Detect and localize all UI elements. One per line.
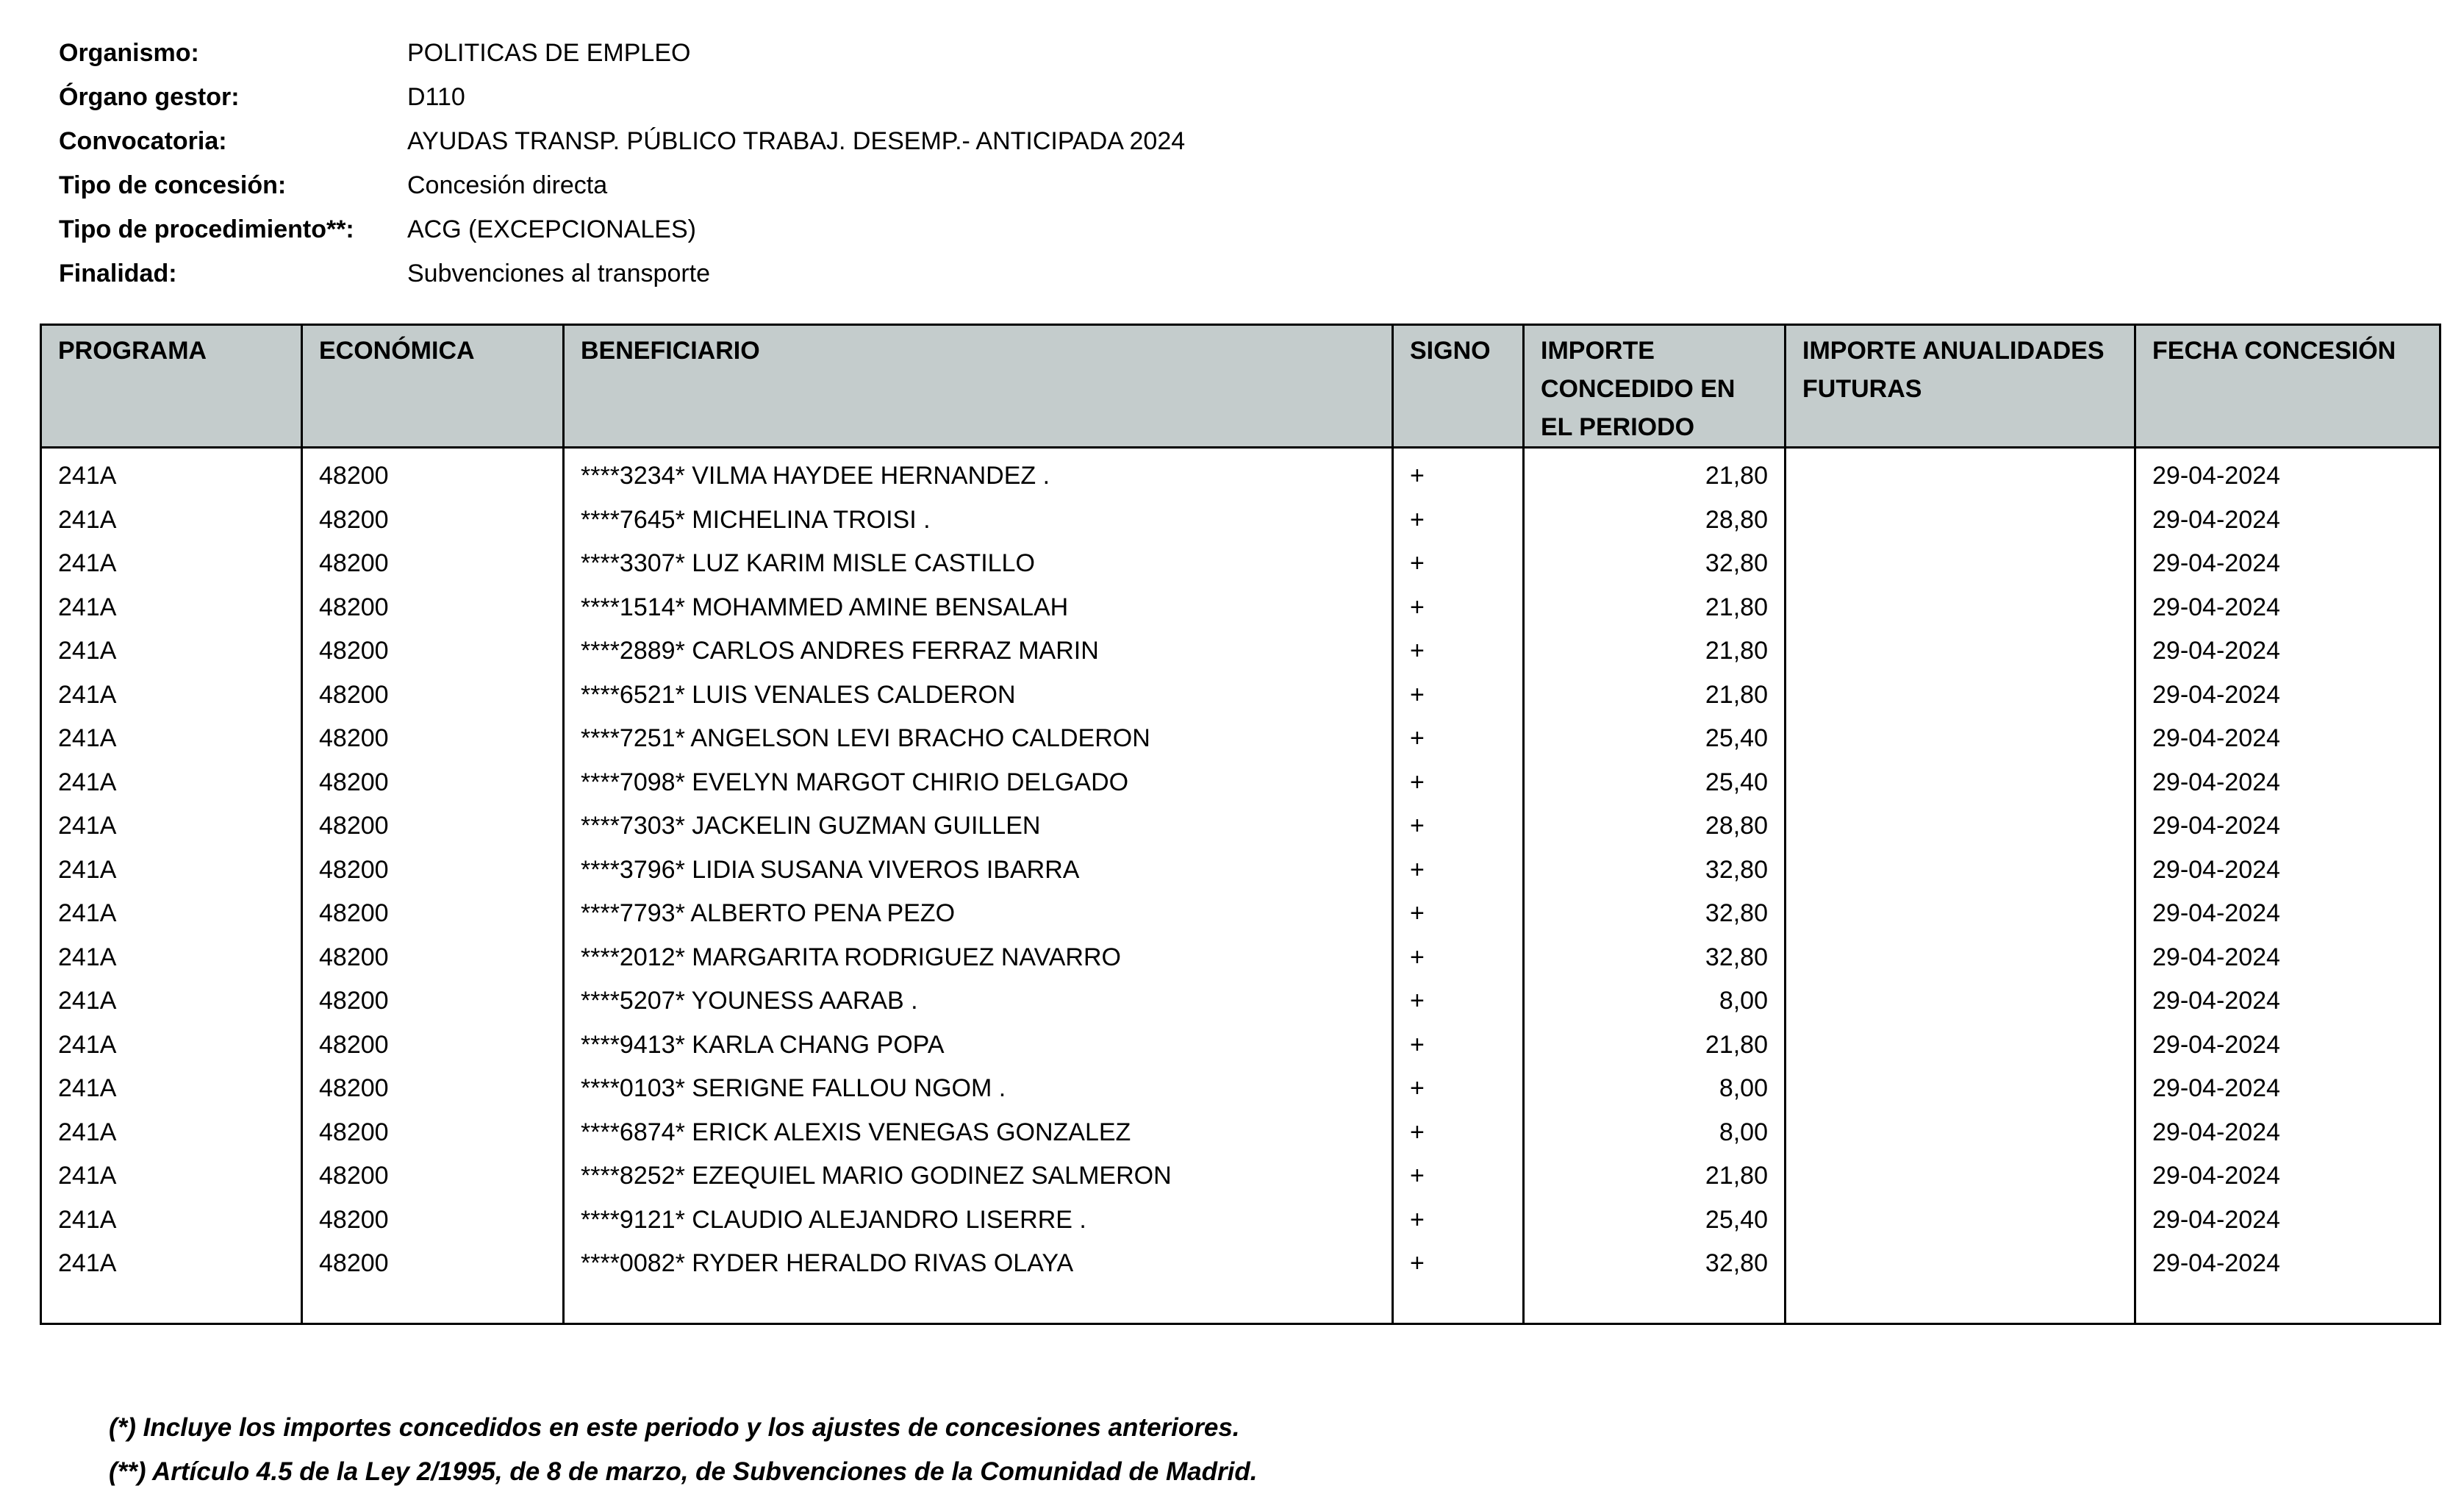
cell-programa: 241A [41, 448, 302, 499]
cell-beneficiario: ****9413* KARLA CHANG POPA [564, 1023, 1393, 1068]
cell-economica: 48200 [302, 586, 564, 630]
cell-economica: 48200 [302, 979, 564, 1023]
cell-beneficiario: ****5207* YOUNESS AARAB . [564, 979, 1393, 1023]
metadata-value: Subvenciones al transporte [407, 259, 711, 287]
cell-fecha: 29-04-2024 [2135, 448, 2440, 499]
cell-importe: 25,40 [1524, 761, 1786, 805]
cell-programa: 241A [41, 979, 302, 1023]
cell-economica: 48200 [302, 892, 564, 936]
cell-beneficiario: ****2889* CARLOS ANDRES FERRAZ MARIN [564, 629, 1393, 674]
cell-importe: 28,80 [1524, 804, 1786, 848]
cell-beneficiario: ****7251* ANGELSON LEVI BRACHO CALDERON [564, 717, 1393, 761]
header-beneficiario: BENEFICIARIO [564, 325, 1393, 448]
cell-fecha: 29-04-2024 [2135, 936, 2440, 980]
cell-fecha: 29-04-2024 [2135, 586, 2440, 630]
cell-signo: + [1393, 717, 1524, 761]
cell-programa: 241A [41, 848, 302, 893]
cell-programa: 241A [41, 1242, 302, 1286]
cell-economica: 48200 [302, 629, 564, 674]
cell-anualidades [1786, 1154, 2135, 1198]
cell-economica: 48200 [302, 1067, 564, 1111]
cell-programa: 241A [41, 674, 302, 718]
cell-signo: + [1393, 448, 1524, 499]
cell-anualidades [1786, 1111, 2135, 1155]
cell-signo: + [1393, 1154, 1524, 1198]
metadata-value: ACG (EXCEPCIONALES) [407, 215, 696, 243]
cell-fecha: 29-04-2024 [2135, 1198, 2440, 1243]
cell-anualidades [1786, 848, 2135, 893]
cell-anualidades [1786, 629, 2135, 674]
cell-anualidades [1786, 674, 2135, 718]
cell-beneficiario: ****9121* CLAUDIO ALEJANDRO LISERRE . [564, 1198, 1393, 1243]
cell-importe: 21,80 [1524, 448, 1786, 499]
cell-beneficiario: ****0103* SERIGNE FALLOU NGOM . [564, 1067, 1393, 1111]
cell-fecha: 29-04-2024 [2135, 979, 2440, 1023]
metadata-value: AYUDAS TRANSP. PÚBLICO TRABAJ. DESEMP.- ANTICIPADA 2024 [407, 126, 1186, 155]
header-programa: PROGRAMA [41, 325, 302, 448]
empty-cell [2135, 1286, 2440, 1324]
cell-programa: 241A [41, 892, 302, 936]
table-row [41, 1023, 2440, 1068]
cell-beneficiario: ****3307* LUZ KARIM MISLE CASTILLO [564, 542, 1393, 586]
table-row [41, 892, 2440, 936]
cell-beneficiario: ****8252* EZEQUIEL MARIO GODINEZ SALMERON [564, 1154, 1393, 1198]
table-row [41, 499, 2440, 543]
cell-economica: 48200 [302, 1198, 564, 1243]
empty-cell [1393, 1286, 1524, 1324]
cell-anualidades [1786, 542, 2135, 586]
cell-programa: 241A [41, 936, 302, 980]
cell-importe: 8,00 [1524, 1111, 1786, 1155]
cell-anualidades [1786, 804, 2135, 848]
cell-anualidades [1786, 761, 2135, 805]
cell-economica: 48200 [302, 674, 564, 718]
cell-importe: 32,80 [1524, 1242, 1786, 1286]
cell-programa: 241A [41, 1198, 302, 1243]
table-body [41, 448, 2440, 1324]
metadata-label: Convocatoria: [59, 126, 227, 155]
cell-signo: + [1393, 848, 1524, 893]
cell-signo: + [1393, 979, 1524, 1023]
cell-fecha: 29-04-2024 [2135, 717, 2440, 761]
table-row [41, 448, 2440, 499]
cell-anualidades [1786, 1067, 2135, 1111]
cell-importe: 21,80 [1524, 1023, 1786, 1068]
cell-programa: 241A [41, 804, 302, 848]
cell-economica: 48200 [302, 1023, 564, 1068]
cell-programa: 241A [41, 586, 302, 630]
metadata-row [59, 119, 1185, 163]
cell-signo: + [1393, 761, 1524, 805]
cell-anualidades [1786, 1023, 2135, 1068]
cell-economica: 48200 [302, 1111, 564, 1155]
metadata-label: Tipo de procedimiento**: [59, 215, 354, 243]
cell-economica: 48200 [302, 936, 564, 980]
cell-anualidades [1786, 892, 2135, 936]
cell-signo: + [1393, 499, 1524, 543]
cell-anualidades [1786, 936, 2135, 980]
cell-importe: 32,80 [1524, 848, 1786, 893]
cell-programa: 241A [41, 717, 302, 761]
cell-signo: + [1393, 1242, 1524, 1286]
cell-signo: + [1393, 892, 1524, 936]
cell-programa: 241A [41, 629, 302, 674]
cell-economica: 48200 [302, 542, 564, 586]
cell-fecha: 29-04-2024 [2135, 1067, 2440, 1111]
cell-economica: 48200 [302, 499, 564, 543]
cell-beneficiario: ****7098* EVELYN MARGOT CHIRIO DELGADO [564, 761, 1393, 805]
metadata-row [59, 251, 1185, 296]
table-row [41, 936, 2440, 980]
header-economica: ECONÓMICA [302, 325, 564, 448]
cell-anualidades [1786, 717, 2135, 761]
table-row [41, 804, 2440, 848]
cell-programa: 241A [41, 1067, 302, 1111]
empty-cell [1786, 1286, 2135, 1324]
cell-anualidades [1786, 979, 2135, 1023]
cell-fecha: 29-04-2024 [2135, 761, 2440, 805]
table-bottom-spacer [41, 1286, 2440, 1324]
cell-beneficiario: ****6521* LUIS VENALES CALDERON [564, 674, 1393, 718]
header-anualidades: IMPORTE ANUALIDADES FUTURAS [1786, 325, 2135, 448]
cell-programa: 241A [41, 1154, 302, 1198]
table-row [41, 848, 2440, 893]
table-row [41, 1154, 2440, 1198]
cell-anualidades [1786, 1242, 2135, 1286]
cell-fecha: 29-04-2024 [2135, 542, 2440, 586]
cell-programa: 241A [41, 542, 302, 586]
cell-economica: 48200 [302, 448, 564, 499]
cell-signo: + [1393, 1067, 1524, 1111]
cell-programa: 241A [41, 761, 302, 805]
cell-signo: + [1393, 586, 1524, 630]
cell-importe: 28,80 [1524, 499, 1786, 543]
metadata-label: Tipo de concesión: [59, 171, 287, 199]
cell-importe: 21,80 [1524, 629, 1786, 674]
cell-importe: 8,00 [1524, 979, 1786, 1023]
metadata-row [59, 163, 1185, 207]
cell-importe: 8,00 [1524, 1067, 1786, 1111]
table-row [41, 674, 2440, 718]
cell-signo: + [1393, 1111, 1524, 1155]
cell-beneficiario: ****2012* MARGARITA RODRIGUEZ NAVARRO [564, 936, 1393, 980]
table-row [41, 1111, 2440, 1155]
grants-table [40, 324, 2441, 1325]
cell-beneficiario: ****1514* MOHAMMED AMINE BENSALAH [564, 586, 1393, 630]
header-importe: IMPORTE CONCEDIDO EN EL PERIODO [1524, 325, 1786, 448]
cell-economica: 48200 [302, 804, 564, 848]
cell-fecha: 29-04-2024 [2135, 1242, 2440, 1286]
cell-fecha: 29-04-2024 [2135, 499, 2440, 543]
table-row [41, 979, 2440, 1023]
cell-programa: 241A [41, 1023, 302, 1068]
cell-importe: 32,80 [1524, 542, 1786, 586]
table-row [41, 1242, 2440, 1286]
cell-importe: 32,80 [1524, 892, 1786, 936]
table-row [41, 1198, 2440, 1243]
cell-fecha: 29-04-2024 [2135, 892, 2440, 936]
cell-importe: 32,80 [1524, 936, 1786, 980]
metadata-row [59, 31, 1185, 75]
cell-fecha: 29-04-2024 [2135, 848, 2440, 893]
table-row [41, 717, 2440, 761]
cell-signo: + [1393, 542, 1524, 586]
metadata-label: Finalidad: [59, 259, 177, 287]
empty-cell [302, 1286, 564, 1324]
cell-economica: 48200 [302, 1242, 564, 1286]
cell-signo: + [1393, 936, 1524, 980]
cell-fecha: 29-04-2024 [2135, 629, 2440, 674]
cell-anualidades [1786, 499, 2135, 543]
footnote: (*) Incluye los importes concedidos en este periodo y los ajustes de concesiones anteriores. [109, 1413, 1240, 1442]
empty-cell [41, 1286, 302, 1324]
cell-anualidades [1786, 1198, 2135, 1243]
table-row [41, 1067, 2440, 1111]
header-signo: SIGNO [1393, 325, 1524, 448]
cell-importe: 21,80 [1524, 674, 1786, 718]
cell-fecha: 29-04-2024 [2135, 804, 2440, 848]
metadata-label: Organismo: [59, 38, 199, 67]
cell-importe: 21,80 [1524, 586, 1786, 630]
table-row [41, 542, 2440, 586]
cell-signo: + [1393, 1023, 1524, 1068]
cell-importe: 25,40 [1524, 717, 1786, 761]
cell-anualidades [1786, 586, 2135, 630]
cell-fecha: 29-04-2024 [2135, 1154, 2440, 1198]
cell-beneficiario: ****0082* RYDER HERALDO RIVAS OLAYA [564, 1242, 1393, 1286]
cell-signo: + [1393, 629, 1524, 674]
cell-fecha: 29-04-2024 [2135, 1023, 2440, 1068]
header-fecha: FECHA CONCESIÓN [2135, 325, 2440, 448]
empty-cell [564, 1286, 1393, 1324]
cell-signo: + [1393, 804, 1524, 848]
cell-anualidades [1786, 448, 2135, 499]
cell-beneficiario: ****6874* ERICK ALEXIS VENEGAS GONZALEZ [564, 1111, 1393, 1155]
metadata-value: Concesión directa [407, 171, 608, 199]
cell-programa: 241A [41, 499, 302, 543]
footnotes [109, 1406, 1257, 1494]
metadata-row [59, 75, 1185, 119]
cell-beneficiario: ****7645* MICHELINA TROISI . [564, 499, 1393, 543]
empty-cell [1524, 1286, 1786, 1324]
cell-signo: + [1393, 674, 1524, 718]
cell-signo: + [1393, 1198, 1524, 1243]
cell-economica: 48200 [302, 1154, 564, 1198]
metadata-value: POLITICAS DE EMPLEO [407, 38, 691, 67]
metadata-label: Órgano gestor: [59, 82, 240, 111]
metadata-row [59, 207, 1185, 251]
cell-economica: 48200 [302, 848, 564, 893]
table-header-row [41, 325, 2440, 448]
table-row [41, 761, 2440, 805]
footnote: (**) Artículo 4.5 de la Ley 2/1995, de 8 de marzo, de Subvenciones de la Comunidad de Madrid. [109, 1457, 1258, 1486]
cell-importe: 25,40 [1524, 1198, 1786, 1243]
table-row [41, 586, 2440, 630]
table-row [41, 629, 2440, 674]
cell-fecha: 29-04-2024 [2135, 1111, 2440, 1155]
cell-beneficiario: ****7793* ALBERTO PENA PEZO [564, 892, 1393, 936]
cell-importe: 21,80 [1524, 1154, 1786, 1198]
metadata-value: D110 [407, 82, 465, 111]
cell-economica: 48200 [302, 717, 564, 761]
cell-beneficiario: ****7303* JACKELIN GUZMAN GUILLEN [564, 804, 1393, 848]
cell-beneficiario: ****3234* VILMA HAYDEE HERNANDEZ . [564, 448, 1393, 499]
cell-beneficiario: ****3796* LIDIA SUSANA VIVEROS IBARRA [564, 848, 1393, 893]
cell-fecha: 29-04-2024 [2135, 674, 2440, 718]
cell-economica: 48200 [302, 761, 564, 805]
cell-programa: 241A [41, 1111, 302, 1155]
metadata-block [59, 31, 1185, 296]
